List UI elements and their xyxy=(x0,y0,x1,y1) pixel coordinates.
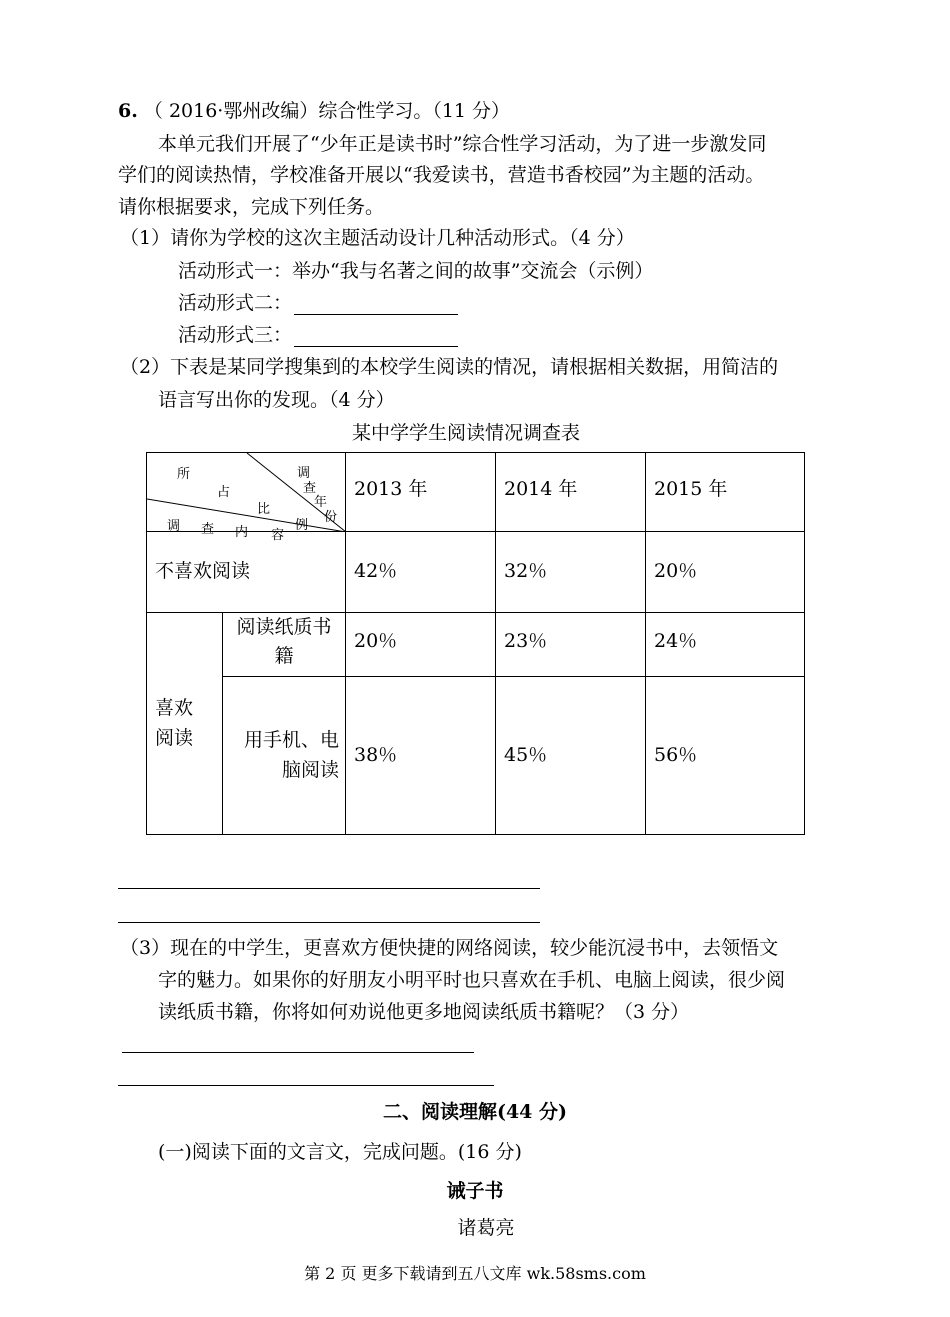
part3-answer-line-1[interactable] xyxy=(122,1052,474,1053)
year-2015: 2015 年 xyxy=(646,453,805,532)
activity-form-1: 活动形式一：举办“我与名著之间的故事”交流会（示例） xyxy=(178,260,654,282)
question-header-text: （ 2016·鄂州改编）综合性学习。（11 分） xyxy=(143,100,511,122)
part3-line-3: 读纸质书籍，你将如何劝说他更多地阅读纸质书籍呢？（3 分） xyxy=(158,1001,690,1023)
reading-survey-table xyxy=(146,452,805,835)
digital-label-line-1: 用手机、电 xyxy=(243,729,339,752)
like-reading-label xyxy=(147,613,223,835)
paper-row xyxy=(147,613,805,677)
like-label-line-2: 阅读 xyxy=(155,726,194,749)
dislike-label: 不喜欢阅读 xyxy=(147,532,346,613)
paper-2015: 24％ xyxy=(646,613,805,677)
year-2014: 2014 年 xyxy=(496,453,646,532)
paper-books-label xyxy=(223,613,346,677)
part1-prompt: （1）请你为学校的这次主题活动设计几种活动形式。（4 分） xyxy=(120,227,635,249)
content-char-3: 内 xyxy=(235,525,249,540)
content-char-2: 查 xyxy=(201,522,215,537)
ratio-char-1: 所 xyxy=(177,467,191,482)
year-2013: 2013 年 xyxy=(346,453,496,532)
digital-2013: 38％ xyxy=(346,677,496,835)
digital-row xyxy=(147,677,805,835)
part2-prompt-line-2: 语言写出你的发现。（4 分） xyxy=(158,389,395,411)
dislike-2013: 42％ xyxy=(346,532,496,613)
dislike-row xyxy=(147,532,805,613)
part2-answer-line-1[interactable] xyxy=(118,888,540,889)
digital-label-line-2: 脑阅读 xyxy=(281,758,339,781)
essay-title: 诫子书 xyxy=(446,1180,504,1202)
content-char-4: 容 xyxy=(271,528,285,543)
dislike-2014: 32％ xyxy=(496,532,646,613)
diagonal-header-cell xyxy=(147,453,346,543)
table-header-row xyxy=(147,453,805,532)
year-char-3: 年 xyxy=(314,495,328,510)
part2-prompt-line-1: （2）下表是某同学搜集到的本校学生阅读的情况，请根据相关数据，用简洁的 xyxy=(120,356,779,378)
essay-author: 诸葛亮 xyxy=(457,1217,515,1239)
activity-form-3-label: 活动形式三： xyxy=(178,324,293,346)
activity-form-3-answer-line[interactable] xyxy=(294,328,458,347)
paper-2013: 20％ xyxy=(346,613,496,677)
like-label-line-1: 喜欢 xyxy=(155,697,194,720)
digital-reading-label xyxy=(223,677,346,835)
content-char-1: 调 xyxy=(167,519,181,534)
section2-heading: 二、阅读理解(44 分) xyxy=(382,1101,568,1123)
question-number: 6 xyxy=(118,100,132,122)
question-header: 6. （ 2016·鄂州改编）综合性学习。（11 分） xyxy=(118,100,511,122)
activity-form-2-label: 活动形式二： xyxy=(178,292,293,314)
intro-line-1: 本单元我们开展了“少年正是读书时”综合性学习活动，为了进一步激发同 xyxy=(158,133,767,155)
paper-2014: 23％ xyxy=(496,613,646,677)
activity-form-2 xyxy=(178,292,458,315)
year-char-4: 份 xyxy=(324,510,338,525)
activity-form-2-answer-line[interactable] xyxy=(294,296,458,315)
table-title: 某中学学生阅读情况调查表 xyxy=(352,422,581,444)
section2-subheading: (一)阅读下面的文言文，完成问题。(16 分) xyxy=(158,1141,522,1163)
year-char-1: 调 xyxy=(297,466,311,481)
intro-line-3: 请你根据要求，完成下列任务。 xyxy=(118,196,385,218)
paper-label-line-1: 阅读纸质书 xyxy=(236,616,332,638)
part3-answer-line-2[interactable] xyxy=(118,1085,494,1086)
ratio-char-4: 例 xyxy=(295,518,309,533)
dislike-2015: 20％ xyxy=(646,532,805,613)
ratio-char-2: 占 xyxy=(217,485,231,500)
activity-form-3 xyxy=(178,324,458,347)
part3-line-2: 字的魅力。如果你的好朋友小明平时也只喜欢在手机、电脑上阅读，很少阅 xyxy=(158,969,786,991)
year-char-2: 查 xyxy=(303,481,317,496)
part2-answer-line-2[interactable] xyxy=(118,922,540,923)
part3-line-1: （3）现在的中学生，更喜欢方便快捷的网络阅读，较少能沉浸书中，去领悟文 xyxy=(120,937,779,959)
paper-label-line-2: 籍 xyxy=(274,645,294,668)
page-footer: 第 2 页 更多下载请到五八文库 wk.58sms.com xyxy=(304,1264,646,1283)
intro-line-2: 学们的阅读热情，学校准备开展以“我爱读书，营造书香校园”为主题的活动。 xyxy=(118,164,765,186)
digital-2014: 45％ xyxy=(496,677,646,835)
digital-2015: 56％ xyxy=(646,677,805,835)
ratio-char-3: 比 xyxy=(257,502,271,517)
